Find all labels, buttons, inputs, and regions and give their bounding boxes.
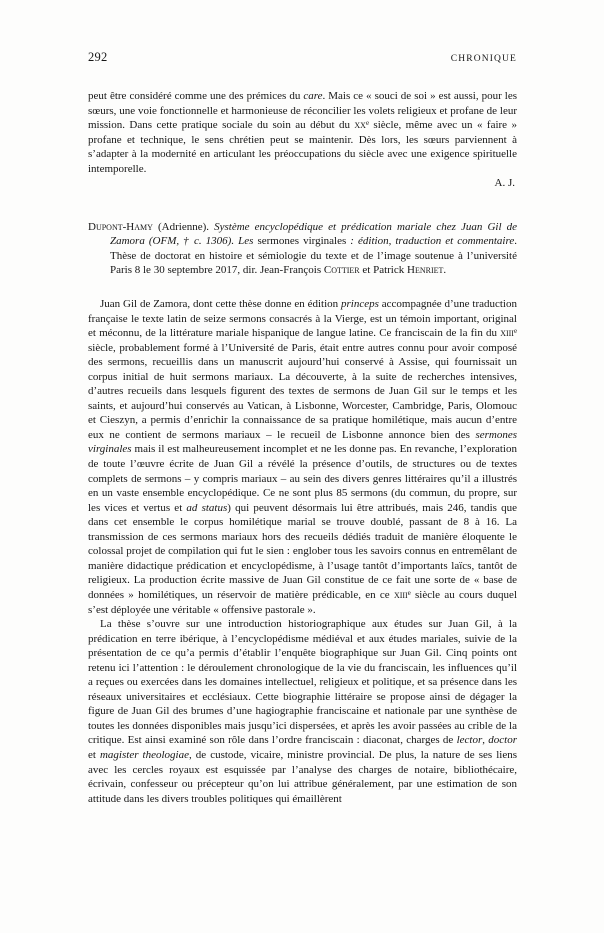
text-segment: (Adrienne). <box>152 220 215 233</box>
text-segment: accompagnée d’une traduction française le texte latin de seize sermons consacrés à la Vierge, est un témoin important, original et méconnu, de la littérature mariale hispanique de langue latine. Ce franciscain de la fin du <box>88 298 517 340</box>
text-segment: . Thèse de doctorat en histoire et sémiologie du texte et de l’image soutenue à l’université Paris 8 le 30 septembre 2017, dir. Jean-François <box>110 235 517 277</box>
text-segment: ) qui peuvent désormais lui être attribués, mais 246, tandis que dans cet ensemble le corpus homilétique marial se trouve doublé, passant de 8 à 16. La transmission de ces sermons mariaux hors des recueils dédiés traduit de manière éloquente le colossal projet de compilation qui fut le sien : englober tous les savoirs connus en entremêlant de manière didactique prédication et encyclopédisme, à l’usage tantôt d’importants laïcs, tantôt de religieux. La production écrite massive de Juan Gil constitue de ce fait une sorte de « base de données » homilétiques, un réservoir de matière prédicable, en ce <box>88 501 517 601</box>
text-segment: : édition, traduction et commentaire <box>346 235 515 248</box>
text-segment: xiii <box>500 327 514 340</box>
text-segment: . Mais ce « souci de soi » est aussi, pour les sœurs, une voie fonctionnelle et harmonieuse de réconcilier les volets religieux et profane de leur mission. Dans cette pratique sociale du soin au début du <box>88 90 517 132</box>
text-segment: Cottier <box>323 264 360 277</box>
text-segment: lector <box>456 734 483 747</box>
text-segment: et <box>88 748 100 761</box>
text-segment: sermones virginales <box>257 235 347 248</box>
text-segment: Henriet <box>407 264 444 277</box>
text-segment: princeps <box>341 298 379 311</box>
text-segment: magister theologiae <box>99 748 189 761</box>
text-segment: peut être considéré comme une des prémices du <box>88 90 304 102</box>
text-segment: care <box>303 90 323 102</box>
running-title: CHRONIQUE <box>450 54 517 64</box>
previous-review-closing-paragraph <box>88 89 517 176</box>
review-body <box>88 297 517 806</box>
review-paragraph-1 <box>88 297 517 617</box>
text-segment: e <box>513 328 517 336</box>
text-segment: mais il est malheureusement incomplet et ne les donne pas. En revanche, l’exploration de toute l’œuvre écrite de Juan Gil a révélé la présence d’outils, de structures ou de textes complets de sermons – y compris mariaux – au sein des divers genres littéraires qu’il a illustrés en un vaste ensemble encyclopédique. Ce ne sont plus 85 sermons (du commun, du propre, sur les vices et vertus et <box>88 443 517 514</box>
page-number: 292 <box>88 50 108 64</box>
text-segment: et Patrick <box>359 264 407 277</box>
text-segment: e <box>407 589 411 597</box>
review-paragraph-2 <box>88 617 517 806</box>
text-segment: e <box>365 120 369 128</box>
text-segment: ad status <box>186 501 228 514</box>
text-segment: Dupont-Hamy <box>88 220 153 233</box>
text-segment: siècle, même avec un « faire » profane et technique, le sens chrétien peut se maintenir. Dès lors, les sœurs parviennent à s’adapter à la modernité en articulant les préoccupations du siècle avec une exigence spirituelle intemporelle. <box>88 119 517 175</box>
bibliographic-entry <box>88 220 517 278</box>
text-segment: xx <box>354 119 366 132</box>
text-segment: La thèse s’ouvre sur une introduction historiographique aux études sur Juan Gil, à la prédication en terre ibérique, à l’encyclopédisme médiéval et aux études mariales, suivie de la présentation de ce qu’a permis d’établir l’enquête biographique sur Juan Gil. Cinq points ont retenu ici l’attention : le déroulement chronologique de la vie du franciscain, les influences qu’il a reçues ou exercées dans les domaines intellectuel, religieux et politique, et sa présence dans les réseaux universitaires et ecclésiaux. Cette biographie littéraire se propose ainsi de dégager la figure de Juan Gil des brumes d’une hagiographie franciscaine et nationale par une synthèse de toutes les données disponibles mais jusqu’ici dispersées, et après les avoir passées au crible de la critique. Est ainsi examiné son rôle dans l’ordre franciscain : diaconat, charges de <box>88 618 517 747</box>
text-segment: siècle au cours duquel s’est déployée une véritable « offensive pastorale ». <box>88 588 517 616</box>
running-header <box>88 50 517 65</box>
text-segment: sermones virginales <box>88 428 517 456</box>
text-segment: doctor <box>488 734 518 747</box>
reviewer-initials: A. J. <box>494 177 515 190</box>
text-segment: , <box>482 734 489 747</box>
text-segment: , de custode, vicaire, ministre provincial. De plus, la nature de ses liens avec les cercles royaux est esquissée par l’analyse des charges de notaire, bibliothécaire, écrivain, confesseur ou précepteur qu’on lui attribue généralement, par une estimation de son attitude dans les divers troubles politiques qui émaillèrent <box>88 748 517 805</box>
text-segment: Juan Gil de Zamora, dont cette thèse donne en édition <box>100 298 341 311</box>
text-segment: Système encyclopédique et prédication mariale chez Juan Gil de Zamora (OFM, † c. 1306). Les <box>110 220 517 248</box>
text-segment: siècle, probablement formé à l’Université de Paris, était entre autres connu pour avoir composé des sermons, recueillis dans un manuscrit aujourd’hui conservé à Assise, qui fournissait un corpus initial de huit sermons mariaux. La découverte, à la suite de recherches intensives, d’autres recueils dans lesquels figurent des textes de sermons de Juan Gil sur le temps et les saints, et aujourd’hui conservés au Vatican, à Lisbonne, Worcester, Cambridge, Paris, Olomouc et Cieszyn, a permis d’enrichir la connaissance de sa pratique homilétique, mais aucun d’entre eux ne contient de sermons mariaux – le recueil de Lisbonne annonce bien des <box>88 341 517 441</box>
text-segment: . <box>443 264 447 277</box>
text-segment: xiii <box>393 588 408 601</box>
